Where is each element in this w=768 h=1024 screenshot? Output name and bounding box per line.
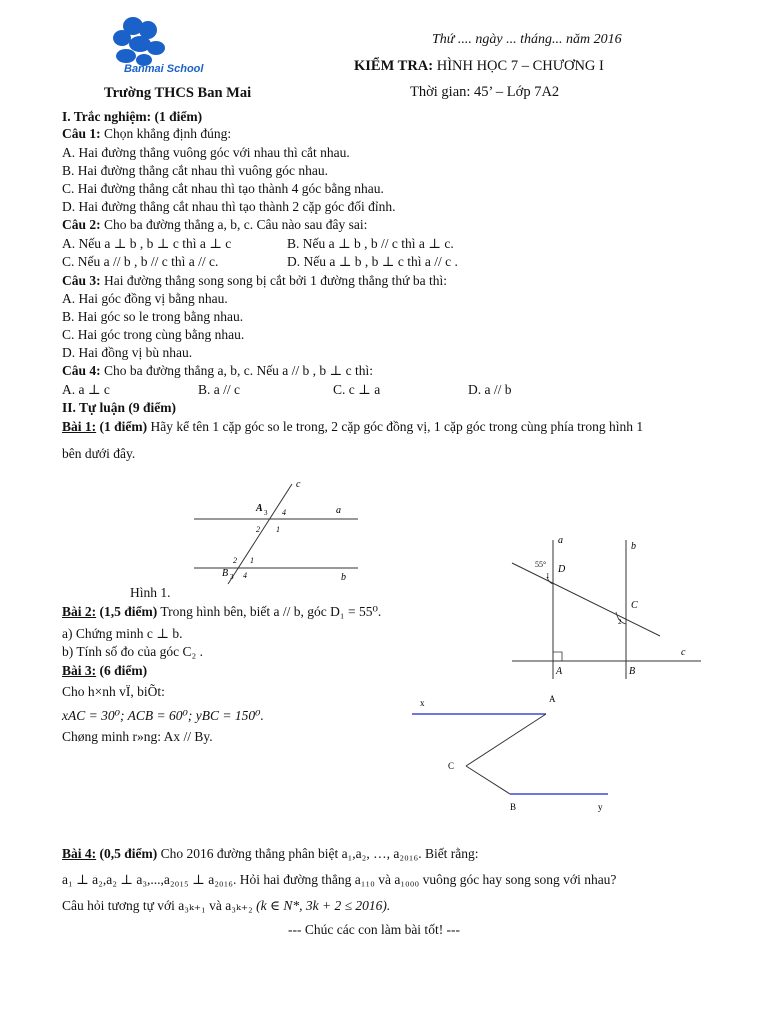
fig1-label-B-sub: 3: [230, 573, 234, 581]
fig3-label-x: x: [420, 698, 425, 708]
fig2-label-D: D: [558, 564, 566, 575]
bai4-and-2: và: [209, 898, 222, 913]
figure-1-caption: Hình 1.: [130, 585, 171, 600]
bai1-label: Bài 1:: [62, 419, 97, 434]
bai1-question: Hãy kể tên 1 cặp góc so le trong, 2 cặp góc đồng vị, 1 cặp góc trong cùng phía trong hình 1: [150, 419, 644, 434]
q4-option-a: A. a ⊥ c: [62, 382, 110, 397]
q2-stem: [62, 217, 367, 233]
fig1-label-A: A: [256, 503, 263, 514]
exam-subject: HÌNH HỌC 7 – CHƯƠNG I: [436, 58, 604, 74]
q1-option-d: D. Hai đường thẳng cắt nhau thì tạo thành 2 cặp góc đối đỉnh.: [62, 199, 396, 214]
q4-stem: [62, 363, 373, 379]
fig1-label-b: b: [341, 572, 346, 583]
part1-title: I. Trắc nghiệm: (1 điểm): [62, 109, 203, 124]
q1-option-b: B. Hai đường thẳng cắt nhau thì vuông góc nhau.: [62, 163, 329, 178]
bai4-intro-end: . Biết rằng:: [418, 846, 479, 861]
q2-label: Câu 2:: [62, 217, 101, 232]
fig1-label-c: c: [296, 479, 301, 490]
bai4-line-3k1: a₃ₖ₊₁: [178, 898, 206, 913]
bai2-points: (1,5 điểm): [99, 604, 158, 619]
school-logo-text: Banmai School: [124, 63, 204, 75]
q2-option-a: A. Nếu a ⊥ b , b ⊥ c thì a ⊥ c: [62, 236, 232, 251]
fig1-line-c: [228, 484, 292, 584]
q4-label: Câu 4:: [62, 363, 101, 378]
bai2-part-b: b) Tính số đo của góc C₂ .: [62, 644, 203, 659]
school-name: Trường THCS Ban Mai: [104, 85, 252, 101]
bai3-line2: xAC = 30⁰; ACB = 60⁰; yBC = 150⁰.: [62, 708, 264, 723]
exam-title: [354, 58, 604, 75]
closing-message: --- Chúc các con làm bài tốt! ---: [288, 922, 461, 937]
bai4-line-3k2: a₃ₖ₊₂: [225, 898, 253, 913]
q3-option-c: C. Hai góc trong cùng bằng nhau.: [62, 327, 245, 342]
bai2-text: [62, 604, 381, 620]
bai1-question-cont: bên dưới đây.: [62, 446, 136, 461]
bai4-line-110: a₁₁₀: [354, 872, 375, 887]
bai4-points: (0,5 điểm): [99, 846, 158, 861]
bai3-line1: Cho h×nh vÏ, biÕt:: [62, 684, 165, 699]
q3-text: Hai đường thẳng song song bị cắt bởi 1 đường thẳng thứ ba thì:: [104, 273, 447, 288]
bai2-question: Trong hình bên, biết a // b, góc D₁ = 55⁰.: [160, 604, 382, 619]
bai1-points: (1 điểm): [99, 419, 148, 434]
figure-1: [190, 478, 370, 588]
bai4-line1: [62, 846, 479, 862]
fig1-label-A-sub: 3: [264, 509, 268, 517]
fig1-label-a: a: [336, 505, 341, 516]
fig2-label-A: A: [556, 666, 563, 677]
date-line: Thứ .... ngày ... tháng... năm 2016: [432, 32, 622, 47]
fig2-label-a: a: [558, 535, 563, 546]
bai4-similar: Câu hỏi tương tự với: [62, 898, 175, 913]
bai4-condition: (k ∈ N*, 3k + 2 ≤ 2016).: [256, 898, 391, 913]
fig2-angle-label-2: 2: [618, 618, 622, 626]
bai2-label: Bài 2:: [62, 604, 97, 619]
fig3-label-A: A: [549, 694, 556, 704]
bai4-line-set: a₁,a₂, …, a₂₀₁₆: [341, 846, 419, 861]
fig1-angle-a4: 4: [282, 508, 286, 517]
fig3-label-y: y: [598, 802, 603, 812]
q3-option-b: B. Hai góc so le trong bằng nhau.: [62, 309, 244, 324]
q2-text: Cho ba đường thẳng a, b, c. Câu nào sau đây sai:: [104, 217, 368, 232]
bai4-line3: [62, 898, 390, 914]
fig1-label-B: B: [222, 568, 229, 579]
fig2-angle-label-1: 1: [546, 572, 550, 580]
bai4-intro: Cho 2016 đường thẳng phân biệt: [160, 846, 339, 861]
bai4-perp-chain: a₁ ⊥ a₂,a₂ ⊥ a₃,...,a₂₀₁₅ ⊥ a₂₀₁₆: [62, 872, 234, 887]
fig3-label-B: B: [510, 802, 517, 812]
bai3-label: Bài 3:: [62, 663, 97, 678]
q4-text: Cho ba đường thẳng a, b, c. Nếu a // b , b ⊥ c thì:: [104, 363, 373, 378]
fig2-label-c: c: [681, 647, 686, 658]
q4-option-b: B. a // c: [198, 382, 240, 397]
q4-option-c: C. c ⊥ a: [333, 382, 381, 397]
q1-label: Câu 1:: [62, 126, 101, 141]
bai1-text: [62, 419, 643, 435]
fig3-segment-cb: [466, 766, 510, 794]
q1-option-c: C. Hai đường thẳng cắt nhau thì tạo thành 4 góc bằng nhau.: [62, 181, 384, 196]
fig3-label-C: C: [448, 761, 455, 771]
figure-2: [508, 532, 708, 682]
fig2-label-C: C: [631, 600, 638, 611]
fig1-angle-b4: 4: [243, 571, 247, 580]
fig2-right-angle: [553, 652, 562, 661]
q1-text: Chọn khẳng định đúng:: [104, 126, 232, 141]
bai4-and-1: và: [378, 872, 391, 887]
q3-label: Câu 3:: [62, 273, 101, 288]
q1-stem: [62, 126, 231, 142]
q3-stem: [62, 273, 447, 289]
fig1-angle-b2: 2: [233, 556, 237, 565]
fig1-angle-a2: 2: [256, 525, 260, 534]
fig2-transversal: [512, 563, 660, 636]
exam-label: KIỂM TRA:: [354, 58, 434, 74]
bai3-heading: [62, 663, 147, 679]
q2-option-b: B. Nếu a ⊥ b , b // c thì a ⊥ c.: [287, 236, 454, 251]
bai3-points: (6 điểm): [99, 663, 148, 678]
q4-option-d: D. a // b: [468, 382, 512, 397]
bai4-question-end: vuông góc hay song song với nhau?: [422, 872, 617, 887]
q3-option-d: D. Hai đồng vị bù nhau.: [62, 345, 193, 360]
bai4-label: Bài 4:: [62, 846, 97, 861]
bai2-part-a: a) Chứng minh c ⊥ b.: [62, 626, 183, 641]
fig2-label-b: b: [631, 541, 636, 552]
q2-option-d: D. Nếu a ⊥ b , b ⊥ c thì a // c .: [287, 254, 458, 269]
bai3-line3: Chøng minh r»ng: Ax // By.: [62, 729, 213, 744]
fig2-label-B: B: [629, 666, 636, 677]
fig1-angle-a1: 1: [276, 525, 280, 534]
fig3-segment-ac: [466, 714, 546, 766]
time-line: Thời gian: 45’ – Lớp 7A2: [410, 84, 560, 100]
fig2-label-angle: 55°: [535, 560, 547, 569]
bai4-line-1000: a₁₀₀₀: [394, 872, 420, 887]
q2-option-c: C. Nếu a // b , b // c thì a // c.: [62, 254, 219, 269]
fig1-angle-b1: 1: [250, 556, 254, 565]
figure-3: [410, 690, 630, 820]
q3-option-a: A. Hai góc đồng vị bằng nhau.: [62, 291, 228, 306]
bai4-question-pre: . Hỏi hai đường thẳng: [233, 872, 352, 887]
part2-title: II. Tự luận (9 điểm): [62, 400, 176, 415]
q1-option-a: A. Hai đường thẳng vuông góc với nhau thì cắt nhau.: [62, 145, 350, 160]
bai4-line2: [62, 872, 616, 888]
